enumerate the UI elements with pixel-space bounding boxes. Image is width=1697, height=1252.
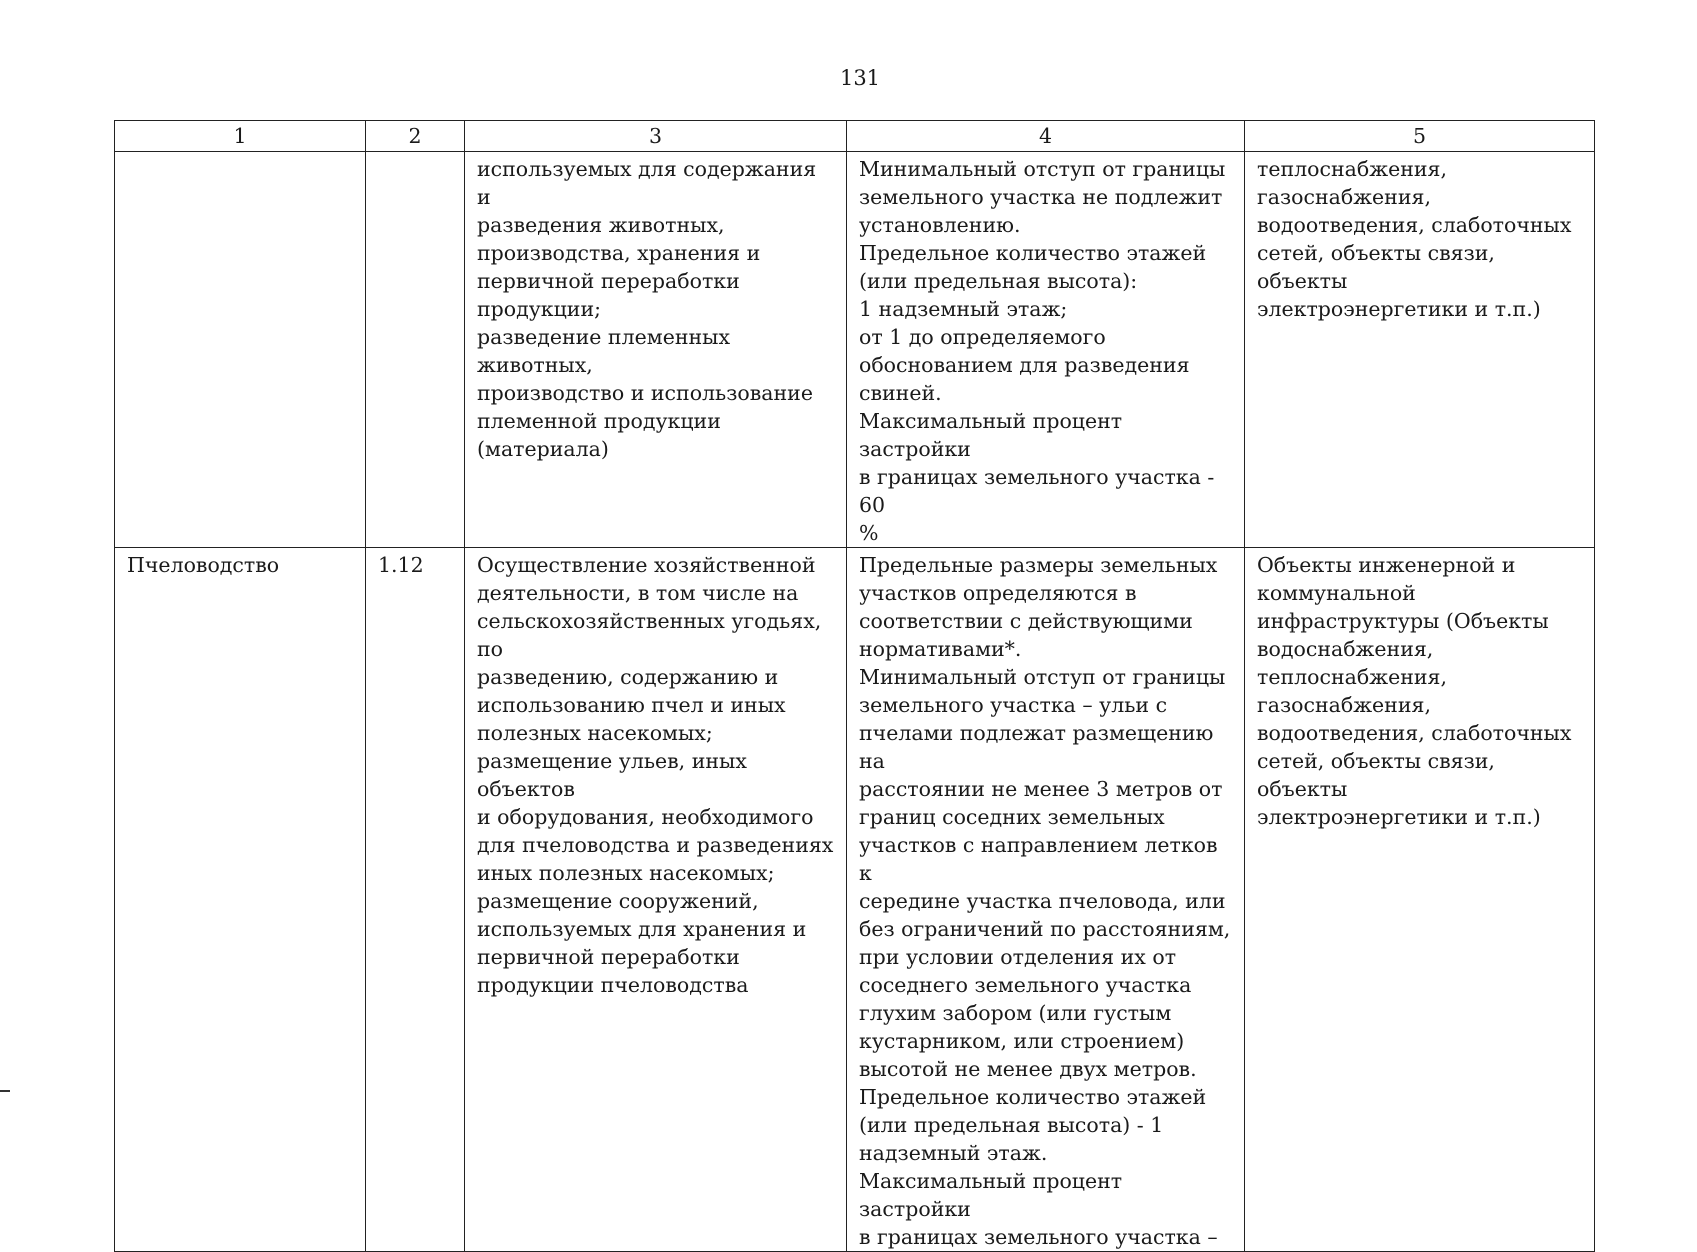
cell-infrastructure: теплоснабжения, газоснабжения, водоотведения, слаботочных сетей, объекты связи, объекты электроэнергетики и т.п.) xyxy=(1245,152,1595,548)
cell-infrastructure: Объекты инженерной и коммунальной инфраструктуры (Объекты водоснабжения, теплоснабжения, газоснабжения, водоотведения, слаботочных сетей, объекты связи, объекты электроэнергетики и т.п.) xyxy=(1245,548,1595,1252)
header-col-3: 3 xyxy=(465,121,847,152)
header-col-2: 2 xyxy=(366,121,465,152)
page-number: 131 xyxy=(839,66,881,90)
margin-mark xyxy=(0,1090,10,1092)
land-use-table xyxy=(114,120,1595,1252)
cell-build-parameters: Предельные размеры земельных участков определяются в соответствии с действующими нормативами*. Минимальный отступ от границы земельного участка – ульи с пчелами подлежат размещению на расстоянии не менее 3 метров от границ соседних земельных участков с направлением летков к середине участка пчеловода, или без ограничений по расстояниям, при условии отделения их от соседнего земельного участка глухим забором (или густым кустарником, или строением) высотой не менее двух метров. Предельное количество этажей (или предельная высота) - 1 надземный этаж. Максимальный процент застройки в границах земельного участка – xyxy=(847,548,1245,1252)
table-row xyxy=(115,548,1595,1252)
table-header-row xyxy=(115,121,1595,152)
cell-use-code xyxy=(366,152,465,548)
cell-use-description: используемых для содержания и разведения животных, производства, хранения и первичной переработки продукции; разведение племенных животных, производство и использование племенной продукции (материала) xyxy=(465,152,847,548)
cell-use-code: 1.12 xyxy=(366,548,465,1252)
table-row xyxy=(115,152,1595,548)
header-col-5: 5 xyxy=(1245,121,1595,152)
header-col-4: 4 xyxy=(847,121,1245,152)
cell-use-name: Пчеловодство xyxy=(115,548,366,1252)
cell-build-parameters: Минимальный отступ от границы земельного участка не подлежит установлению. Предельное количество этажей (или предельная высота): 1 надземный этаж; от 1 до определяемого обоснованием для разведения свиней. Максимальный процент застройки в границах земельного участка - 60 % xyxy=(847,152,1245,548)
header-col-1: 1 xyxy=(115,121,366,152)
cell-use-name xyxy=(115,152,366,548)
cell-use-description: Осуществление хозяйственной деятельности, в том числе на сельскохозяйственных угодьях, по разведению, содержанию и использованию пчел и иных полезных насекомых; размещение ульев, иных объектов и оборудования, необходимого для пчеловодства и разведениях иных полезных насекомых; размещение сооружений, используемых для хранения и первичной переработки продукции пчеловодства xyxy=(465,548,847,1252)
